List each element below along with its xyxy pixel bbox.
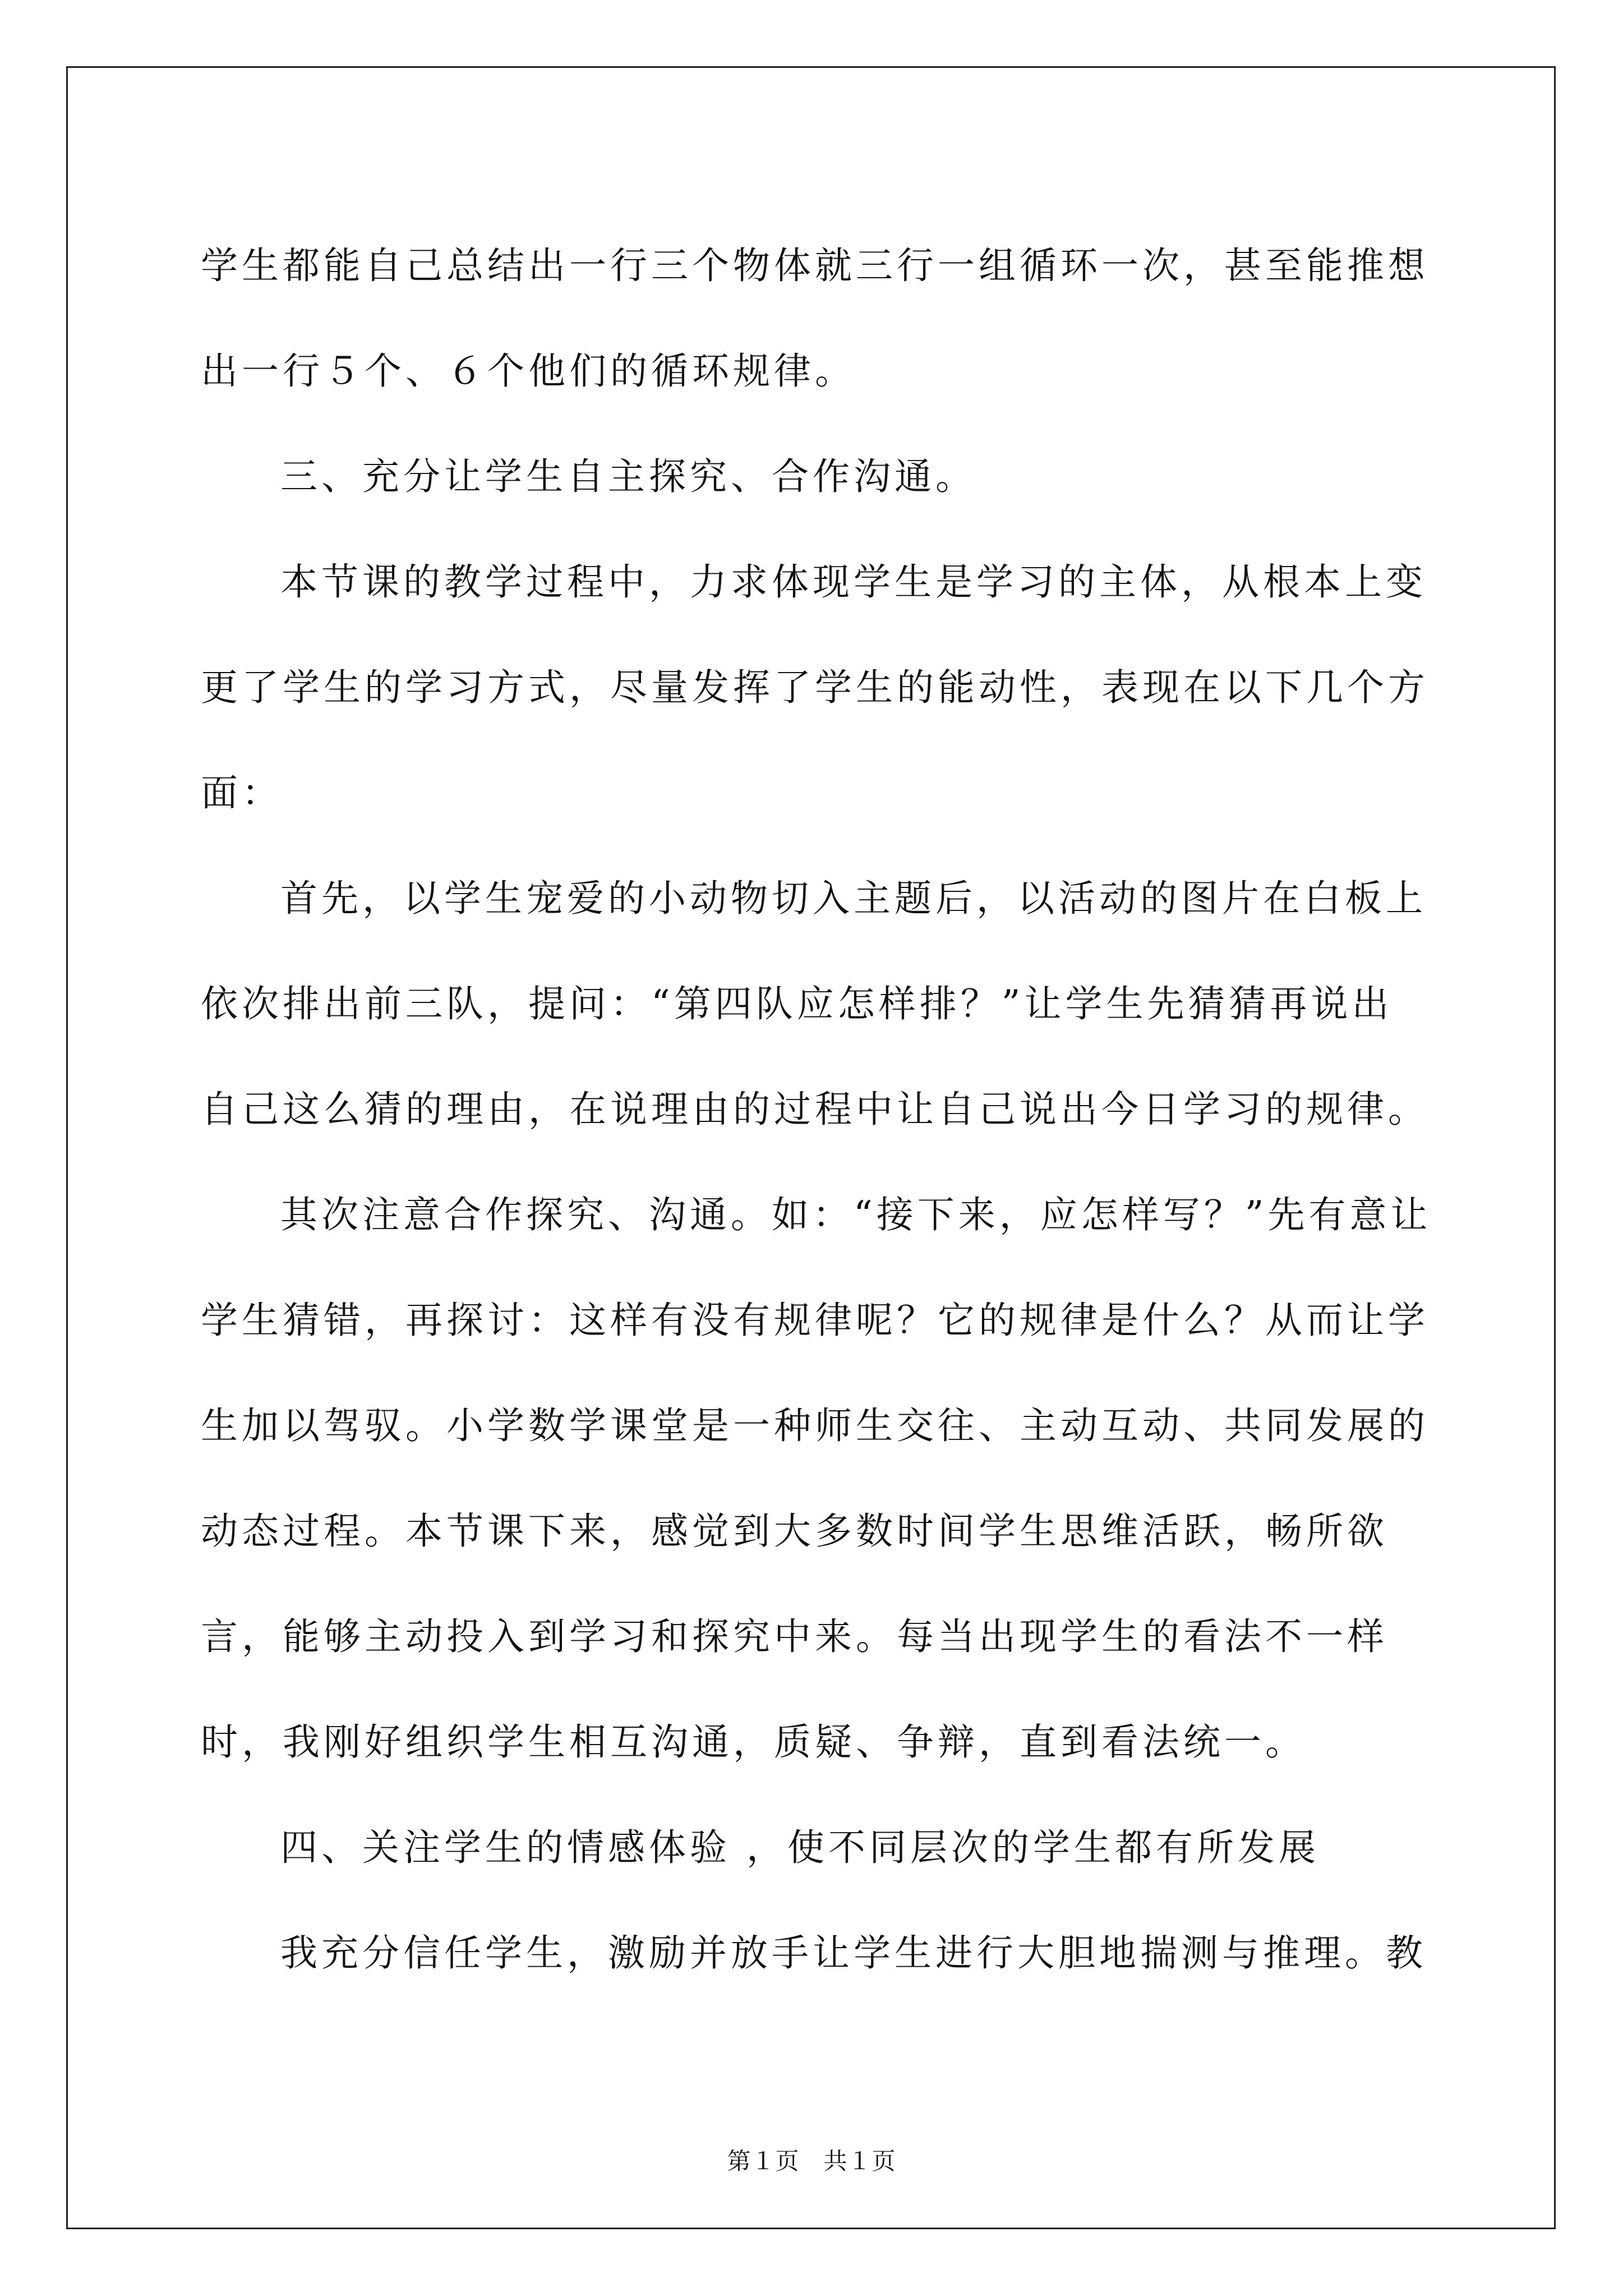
paragraph-3: 本节课的教学过程中，力求体现学生是学习的主体，从根本上变更了学生的学习方式，尽量发挥了学生的能动性，表现在以下几个方面： [201,560,1429,815]
paragraph-1: 学生都能自己总结出一行三个物体就三行一组循环一次，甚至能推想出一行５个、６个他们的循环规律。 [201,244,1429,393]
page-footer: 第１页 共１页 [727,2147,896,2175]
paragraph-6-heading: 四、关注学生的情感体验 ，使不同层次的学生都有所发展 [280,1826,1320,1869]
paragraph-5: 其次注意合作探究、沟通。如：“接下来，应怎样写？”先有意让学生猜错，再探讨：这样有没有规律呢？它的规律是什么？从而让学生加以驾驭。小学数学课堂是一种师生交往、主动互动、共同发展的动态过程。本节课下来，感觉到大多数时间学生思维活跃，畅所欲言，能够主动投入到学习和探究中来。每当出现学生的看法不一样时，我刚好组织学生相互沟通，质疑、争辩，直到看法统一。 [201,1193,1432,1764]
paragraph-4: 首先，以学生宠爱的小动物切入主题后，以活动的图片在白板上依次排出前三队，提问：“第四队应怎样排？”让学生先猜猜再说出自己这么猜的理由，在说理由的过程中让自己说出今日学习的规律。 [201,877,1429,1131]
paragraph-7: 我充分信任学生，激励并放手让学生进行大胆地揣测与推理。教 [280,1931,1427,1975]
paragraph-2-heading: 三、充分让学生自主探究、合作沟通。 [280,455,976,498]
document-body [201,213,1432,2006]
